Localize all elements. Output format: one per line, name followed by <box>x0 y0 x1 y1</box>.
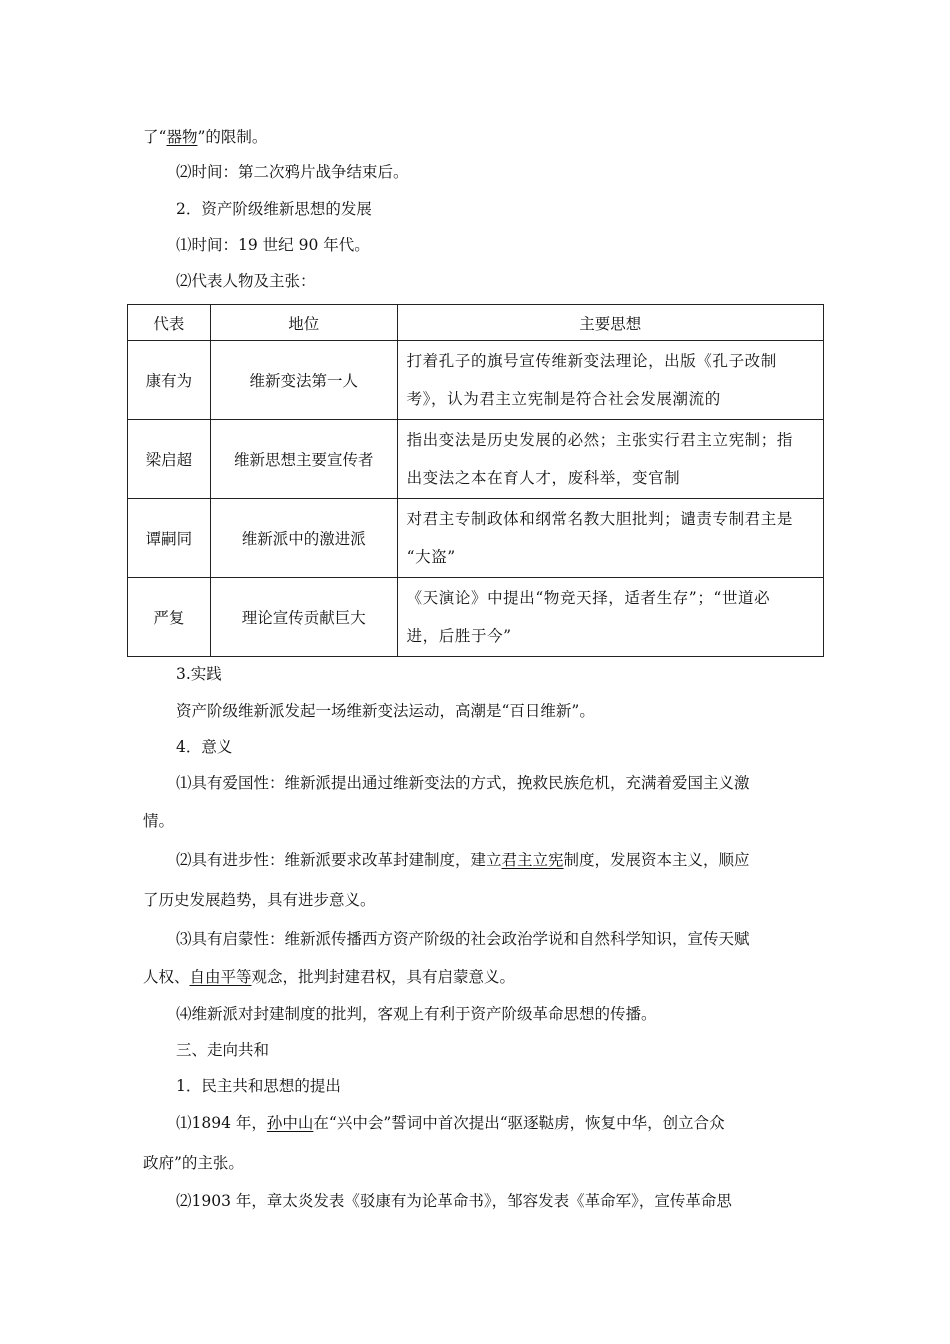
idea-line: 考》，认为君主立宪制是符合社会发展潮流的 <box>406 390 721 408</box>
cell-name: 梁启超 <box>128 420 211 499</box>
text-line: ⑴时间：19 世纪 90 年代。 <box>176 236 370 254</box>
idea-line: 进，后胜于今” <box>406 627 512 645</box>
text-line <box>143 126 267 148</box>
text-span: ”的限制。 <box>197 128 268 146</box>
cell-position: 维新思想主要宣传者 <box>210 420 397 499</box>
section-heading: 三、走向共和 <box>176 1041 270 1059</box>
underlined-term: 器物 <box>166 128 198 146</box>
text-line: ⑵时间：第二次鸦片战争结束后。 <box>176 163 409 181</box>
text-line: ⑵1903 年，章太炎发表《驳康有为论革命书》，邹容发表《革命军》，宣传革命思 <box>176 1192 732 1210</box>
section-heading: 4．意义 <box>176 738 233 756</box>
idea-line: 对君主专制政体和纲常名教大胆批判；谴责专制君主是 <box>406 510 793 528</box>
table-row <box>128 420 824 499</box>
text-line <box>143 966 515 988</box>
text-line <box>176 1112 725 1134</box>
table-row <box>128 578 824 657</box>
idea-line: 指出变法是历史发展的必然；主张实行君主立宪制；指 <box>406 431 793 449</box>
text-line: 政府”的主张。 <box>143 1154 244 1172</box>
cell-position: 维新派中的激进派 <box>210 499 397 578</box>
table-row <box>128 499 824 578</box>
cell-idea <box>397 341 823 420</box>
table-row <box>128 341 824 420</box>
text-span: 在“兴中会”誓词中首次提出“驱逐鞑虏，恢复中华，创立合众 <box>313 1114 725 1132</box>
cell-name: 严复 <box>128 578 211 657</box>
reformers-table <box>127 304 824 657</box>
text-line: ⑶具有启蒙性：维新派传播西方资产阶级的社会政治学说和自然科学知识，宣传天赋 <box>176 930 750 948</box>
section-heading: 2．资产阶级维新思想的发展 <box>176 200 372 218</box>
text-span: ⑵具有进步性：维新派要求改革封建制度，建立 <box>176 851 502 869</box>
section-heading: 3.实践 <box>176 665 222 683</box>
text-line: ⑴具有爱国性：维新派提出通过维新变法的方式，挽救民族危机，充满着爱国主义激 <box>176 774 750 792</box>
table-header-row <box>128 305 824 341</box>
cell-position: 理论宣传贡献巨大 <box>210 578 397 657</box>
idea-line: “大盗” <box>406 548 456 566</box>
cell-name: 谭嗣同 <box>128 499 211 578</box>
text-line: ⑵代表人物及主张： <box>176 272 316 290</box>
cell-position: 维新变法第一人 <box>210 341 397 420</box>
cell-idea <box>397 578 823 657</box>
underlined-term: 君主立宪 <box>501 851 564 869</box>
idea-line: 打着孔子的旗号宣传维新变法理论，出版《孔子改制 <box>406 352 777 370</box>
text-line: ⑷维新派对封建制度的批判，客观上有利于资产阶级革命思想的传播。 <box>176 1005 657 1023</box>
cell-idea <box>397 420 823 499</box>
header-cell: 主要思想 <box>397 305 823 341</box>
text-line: 资产阶级维新派发起一场维新变法运动，高潮是“百日维新”。 <box>176 702 595 720</box>
text-span: 了“ <box>143 128 167 146</box>
text-span: 制度，发展资本主义，顺应 <box>563 851 750 869</box>
header-cell: 代表 <box>128 305 211 341</box>
text-span: 观念，批判封建君权，具有启蒙意义。 <box>251 968 516 986</box>
text-span: ⑴1894 年， <box>176 1114 267 1132</box>
underlined-term: 孙中山 <box>266 1114 314 1132</box>
cell-name: 康有为 <box>128 341 211 420</box>
header-cell: 地位 <box>210 305 397 341</box>
text-line <box>176 849 750 871</box>
underlined-term: 自由平等 <box>189 968 252 986</box>
text-line: 了历史发展趋势，具有进步意义。 <box>143 891 376 909</box>
idea-line: 《天演论》中提出“物竞天择，适者生存”；“世道必 <box>406 589 771 607</box>
text-line: 情。 <box>143 812 175 830</box>
cell-idea <box>397 499 823 578</box>
text-span: 人权、 <box>143 968 190 986</box>
section-heading: 1．民主共和思想的提出 <box>176 1077 341 1095</box>
idea-line: 出变法之本在育人才，废科举，变官制 <box>406 469 681 487</box>
